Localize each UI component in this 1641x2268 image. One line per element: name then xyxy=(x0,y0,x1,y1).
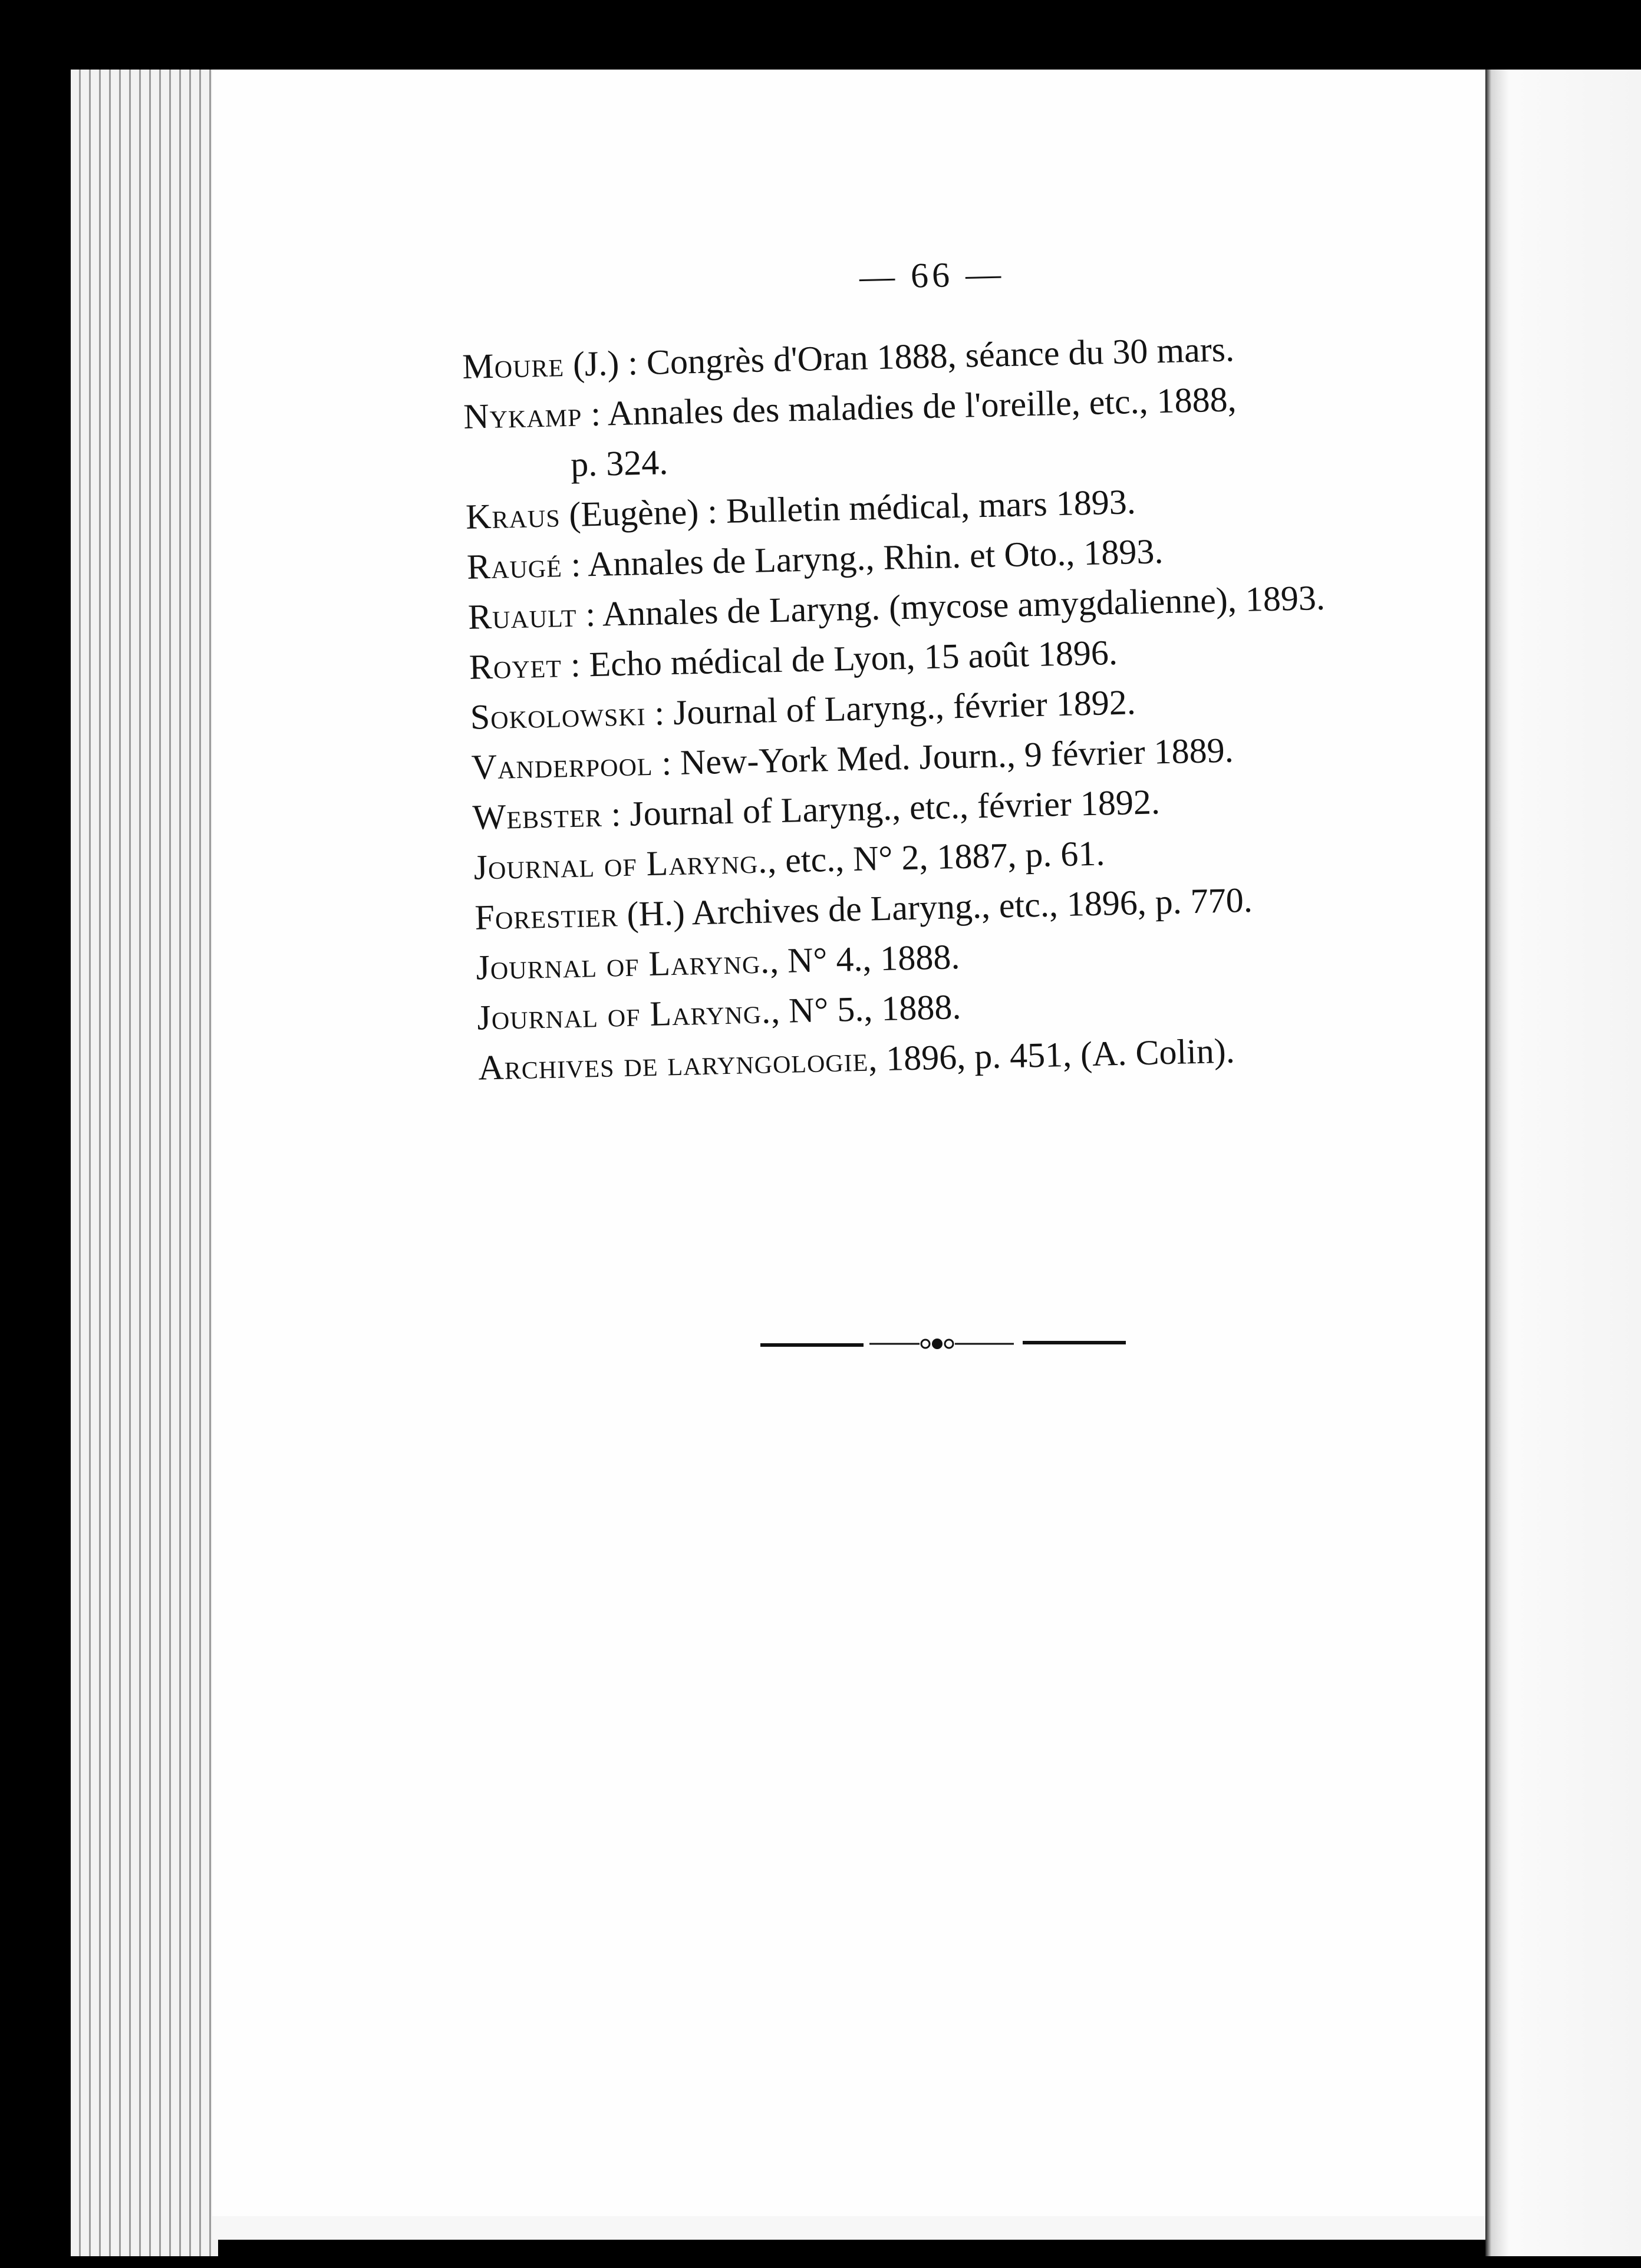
reference-separator: , xyxy=(767,840,786,881)
reference-text: Bulletin médical, mars 1893. xyxy=(726,482,1136,530)
reference-separator: : xyxy=(601,794,631,834)
reference-author: Nykamp xyxy=(463,394,583,436)
reference-text: Congrès d'Oran 1888, séance du 30 mars. xyxy=(646,329,1235,382)
reference-author: Archives de laryngologie xyxy=(477,1039,869,1087)
reference-separator: : xyxy=(561,545,588,585)
reference-list xyxy=(462,321,1398,1093)
reference-separator: (J.) : xyxy=(564,342,647,384)
reference-author: Journal of Laryng. xyxy=(475,941,770,987)
bibliography-block xyxy=(460,233,1398,1093)
reference-author: Ruault xyxy=(467,595,578,637)
reference-separator: : xyxy=(561,645,590,685)
reference-text: Annales des maladies de l'oreille, etc., 1888, xyxy=(607,380,1237,433)
reference-author: Forestier xyxy=(474,895,619,937)
reference-text: etc., N° 2, 1887, p. 61. xyxy=(785,833,1106,880)
reference-author: Webster xyxy=(472,795,603,837)
reference-separator: : xyxy=(576,594,603,634)
reference-separator: , xyxy=(769,941,788,981)
reference-separator: , xyxy=(868,1039,887,1079)
reference-author: Kraus xyxy=(465,495,561,536)
reference-author: Vanderpool xyxy=(471,743,654,787)
reference-separator: : xyxy=(645,693,674,733)
reference-text: Journal of Laryng., février 1892. xyxy=(673,683,1136,732)
reference-author: Raugé xyxy=(466,545,563,586)
reference-text: N° 4., 1888. xyxy=(787,937,961,980)
reference-author: Royet xyxy=(469,645,562,687)
reference-text: Annales de Laryng., Rhin. et Oto., 1893. xyxy=(587,532,1164,584)
reference-separator: , xyxy=(770,991,789,1031)
reference-author: Moure xyxy=(462,345,565,386)
reference-text: Annales de Laryng. (mycose amygdalienne), 1893. xyxy=(602,578,1326,634)
reference-text: New-York Med. Journ., 9 février 1889. xyxy=(680,730,1234,782)
reference-author: Sokolowski xyxy=(470,694,647,737)
tailpiece-ornament xyxy=(760,1332,1126,1356)
reference-text: p. 324. xyxy=(570,443,668,484)
reference-text: Echo médical de Lyon, 15 août 1896. xyxy=(588,632,1118,684)
reference-author: Journal of Laryng. xyxy=(473,841,768,887)
page-bottom-edge xyxy=(212,2216,1485,2240)
reference-separator: (Eugène) : xyxy=(559,491,727,535)
reference-text: Journal of Laryng., etc., février 1892. xyxy=(629,782,1161,833)
reference-separator: : xyxy=(581,394,608,434)
reference-text: 1896, p. 451, (A. Colin). xyxy=(885,1031,1235,1078)
reference-separator: : xyxy=(652,743,681,783)
reference-text: Archives de Laryng., etc., 1896, p. 770. xyxy=(691,880,1253,932)
page-number: — 66 — xyxy=(859,254,1005,296)
reference-separator: (H.) xyxy=(617,893,693,934)
facing-page-edge xyxy=(1485,70,1641,2256)
reference-text: N° 5., 1888. xyxy=(788,987,961,1030)
reference-author: Journal of Laryng. xyxy=(476,991,772,1037)
page-stack-left-edge xyxy=(71,70,218,2256)
